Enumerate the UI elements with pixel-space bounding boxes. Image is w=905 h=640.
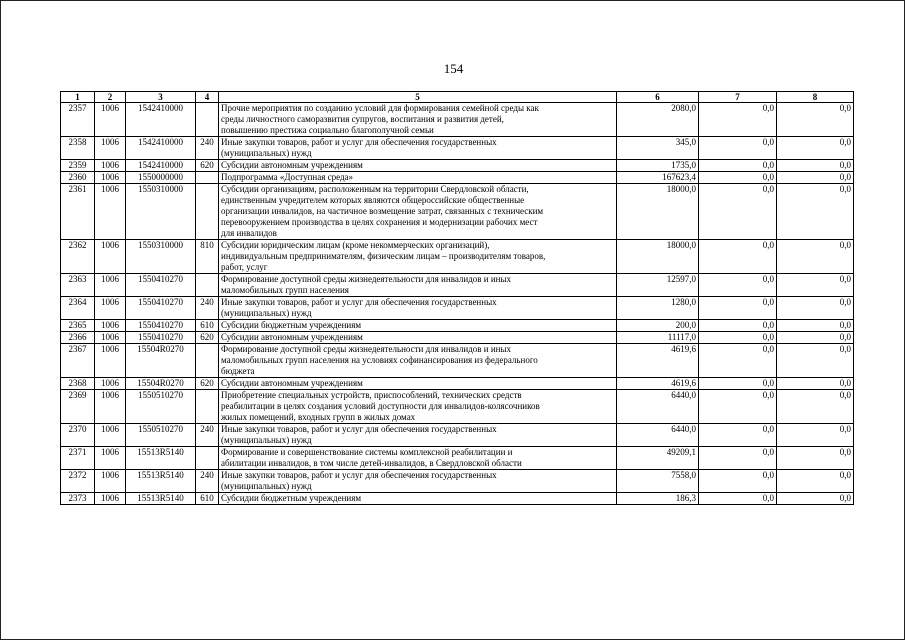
expense-type-cell: 610 — [196, 493, 219, 505]
amount-col7-cell: 0,0 — [699, 172, 777, 184]
row-number-cell: 2367 — [61, 344, 95, 378]
section-code-cell: 1006 — [95, 332, 126, 344]
table-row — [61, 240, 854, 274]
amount-col7-cell: 0,0 — [699, 160, 777, 172]
amount-col6-cell: 200,0 — [617, 320, 699, 332]
expense-type-cell — [196, 447, 219, 470]
amount-col7-cell: 0,0 — [699, 390, 777, 424]
description-cell: Формирование доступной среды жизнедеятельности для инвалидов и иных маломобильных групп населения на условиях софинансирования из федерального бюджета — [219, 344, 617, 378]
row-number-cell: 2362 — [61, 240, 95, 274]
amount-col7-cell: 0,0 — [699, 424, 777, 447]
target-code-cell: 15504R0270 — [126, 378, 196, 390]
section-code-cell: 1006 — [95, 447, 126, 470]
row-number-cell: 2359 — [61, 160, 95, 172]
amount-col6-cell: 2080,0 — [617, 103, 699, 137]
row-number-cell: 2360 — [61, 172, 95, 184]
amount-col8-cell: 0,0 — [777, 470, 854, 493]
table-row — [61, 274, 854, 297]
description-cell: Субсидии организациям, расположенным на территории Свердловской области, единственным учредителем которых являются общероссийские общественные организации инвалидов, на частичное возмещение затрат, связанных с техническим перевооружением производства в целях сохранения и модернизации рабочих мест для инвалидов — [219, 184, 617, 240]
table-row — [61, 332, 854, 344]
table-row — [61, 424, 854, 447]
table-row — [61, 344, 854, 378]
section-code-cell: 1006 — [95, 378, 126, 390]
expense-type-cell: 240 — [196, 137, 219, 160]
expense-type-cell: 620 — [196, 378, 219, 390]
description-cell: Формирование доступной среды жизнедеятельности для инвалидов и иных маломобильных групп населения — [219, 274, 617, 297]
expense-type-cell — [196, 274, 219, 297]
target-code-cell: 1542410000 — [126, 137, 196, 160]
section-code-cell: 1006 — [95, 103, 126, 137]
description-cell: Иные закупки товаров, работ и услуг для обеспечения государственных (муниципальных) нужд — [219, 137, 617, 160]
expense-type-cell — [196, 172, 219, 184]
header-col-8: 8 — [777, 92, 854, 103]
description-cell: Подпрограмма «Доступная среда» — [219, 172, 617, 184]
amount-col6-cell: 186,3 — [617, 493, 699, 505]
expense-type-cell: 240 — [196, 470, 219, 493]
target-code-cell: 1542410000 — [126, 103, 196, 137]
target-code-cell: 1550410270 — [126, 274, 196, 297]
section-code-cell: 1006 — [95, 390, 126, 424]
expense-type-cell: 620 — [196, 332, 219, 344]
amount-col8-cell: 0,0 — [777, 493, 854, 505]
budget-table — [60, 91, 854, 505]
section-code-cell: 1006 — [95, 172, 126, 184]
amount-col8-cell: 0,0 — [777, 424, 854, 447]
amount-col8-cell: 0,0 — [777, 240, 854, 274]
row-number-cell: 2361 — [61, 184, 95, 240]
amount-col6-cell: 7558,0 — [617, 470, 699, 493]
row-number-cell: 2370 — [61, 424, 95, 447]
table-row — [61, 184, 854, 240]
expense-type-cell — [196, 184, 219, 240]
amount-col8-cell: 0,0 — [777, 137, 854, 160]
amount-col8-cell: 0,0 — [777, 332, 854, 344]
target-code-cell: 15513R5140 — [126, 447, 196, 470]
expense-type-cell — [196, 390, 219, 424]
target-code-cell: 1550410270 — [126, 332, 196, 344]
section-code-cell: 1006 — [95, 297, 126, 320]
description-cell: Иные закупки товаров, работ и услуг для обеспечения государственных (муниципальных) нужд — [219, 470, 617, 493]
expense-type-cell — [196, 103, 219, 137]
row-number-cell: 2373 — [61, 493, 95, 505]
section-code-cell: 1006 — [95, 320, 126, 332]
description-cell: Субсидии автономным учреждениям — [219, 160, 617, 172]
section-code-cell: 1006 — [95, 240, 126, 274]
header-col-5: 5 — [219, 92, 617, 103]
description-cell: Субсидии автономным учреждениям — [219, 332, 617, 344]
amount-col6-cell: 18000,0 — [617, 240, 699, 274]
amount-col6-cell: 49209,1 — [617, 447, 699, 470]
table-row — [61, 390, 854, 424]
section-code-cell: 1006 — [95, 137, 126, 160]
description-cell: Субсидии автономным учреждениям — [219, 378, 617, 390]
section-code-cell: 1006 — [95, 493, 126, 505]
row-number-cell: 2372 — [61, 470, 95, 493]
description-cell: Иные закупки товаров, работ и услуг для обеспечения государственных (муниципальных) нужд — [219, 424, 617, 447]
header-col-7: 7 — [699, 92, 777, 103]
row-number-cell: 2365 — [61, 320, 95, 332]
target-code-cell: 1550000000 — [126, 172, 196, 184]
amount-col7-cell: 0,0 — [699, 320, 777, 332]
target-code-cell: 15513R5140 — [126, 493, 196, 505]
target-code-cell: 1550310000 — [126, 184, 196, 240]
row-number-cell: 2363 — [61, 274, 95, 297]
amount-col6-cell: 6440,0 — [617, 424, 699, 447]
amount-col7-cell: 0,0 — [699, 274, 777, 297]
expense-type-cell: 610 — [196, 320, 219, 332]
amount-col8-cell: 0,0 — [777, 378, 854, 390]
description-cell: Прочие мероприятия по созданию условий для формирования семейной среды как среды личностного саморазвития супругов, воспитания и развития детей, повышению престижа социально благополучной семьи — [219, 103, 617, 137]
amount-col6-cell: 4619,6 — [617, 344, 699, 378]
amount-col8-cell: 0,0 — [777, 184, 854, 240]
amount-col6-cell: 167623,4 — [617, 172, 699, 184]
amount-col6-cell: 1280,0 — [617, 297, 699, 320]
target-code-cell: 1550510270 — [126, 424, 196, 447]
description-cell: Формирование и совершенствование системы комплексной реабилитации и абилитации инвалидов, в том числе детей-инвалидов, в Свердловской области — [219, 447, 617, 470]
table-header-row — [61, 92, 854, 103]
amount-col7-cell: 0,0 — [699, 493, 777, 505]
amount-col7-cell: 0,0 — [699, 332, 777, 344]
amount-col6-cell: 18000,0 — [617, 184, 699, 240]
description-cell: Приобретение специальных устройств, приспособлений, технических средств реабилитации в целях создания условий доступности для инвалидов-колясочников жилых помещений, входных групп в жилых домах — [219, 390, 617, 424]
amount-col6-cell: 11117,0 — [617, 332, 699, 344]
description-cell: Иные закупки товаров, работ и услуг для обеспечения государственных (муниципальных) нужд — [219, 297, 617, 320]
table-row — [61, 493, 854, 505]
amount-col6-cell: 6440,0 — [617, 390, 699, 424]
target-code-cell: 1542410000 — [126, 160, 196, 172]
description-cell: Субсидии бюджетным учреждениям — [219, 493, 617, 505]
amount-col7-cell: 0,0 — [699, 103, 777, 137]
table-row — [61, 297, 854, 320]
row-number-cell: 2371 — [61, 447, 95, 470]
table-row — [61, 447, 854, 470]
section-code-cell: 1006 — [95, 470, 126, 493]
table-row — [61, 172, 854, 184]
amount-col6-cell: 12597,0 — [617, 274, 699, 297]
section-code-cell: 1006 — [95, 160, 126, 172]
row-number-cell: 2358 — [61, 137, 95, 160]
page-number: 154 — [443, 61, 464, 76]
amount-col8-cell: 0,0 — [777, 344, 854, 378]
amount-col8-cell: 0,0 — [777, 390, 854, 424]
amount-col8-cell: 0,0 — [777, 447, 854, 470]
table-row — [61, 137, 854, 160]
amount-col7-cell: 0,0 — [699, 297, 777, 320]
amount-col8-cell: 0,0 — [777, 297, 854, 320]
header-col-4: 4 — [196, 92, 219, 103]
target-code-cell: 15504R0270 — [126, 344, 196, 378]
expense-type-cell: 620 — [196, 160, 219, 172]
section-code-cell: 1006 — [95, 184, 126, 240]
amount-col6-cell: 4619,6 — [617, 378, 699, 390]
header-col-2: 2 — [95, 92, 126, 103]
amount-col7-cell: 0,0 — [699, 137, 777, 160]
amount-col8-cell: 0,0 — [777, 320, 854, 332]
amount-col8-cell: 0,0 — [777, 160, 854, 172]
section-code-cell: 1006 — [95, 424, 126, 447]
amount-col7-cell: 0,0 — [699, 184, 777, 240]
section-code-cell: 1006 — [95, 344, 126, 378]
table-row — [61, 470, 854, 493]
amount-col7-cell: 0,0 — [699, 344, 777, 378]
table-body — [61, 103, 854, 505]
amount-col7-cell: 0,0 — [699, 447, 777, 470]
table-row — [61, 103, 854, 137]
amount-col6-cell: 1735,0 — [617, 160, 699, 172]
amount-col7-cell: 0,0 — [699, 470, 777, 493]
header-col-3: 3 — [126, 92, 196, 103]
target-code-cell: 1550410270 — [126, 297, 196, 320]
amount-col7-cell: 0,0 — [699, 240, 777, 274]
row-number-cell: 2357 — [61, 103, 95, 137]
expense-type-cell: 810 — [196, 240, 219, 274]
row-number-cell: 2366 — [61, 332, 95, 344]
amount-col7-cell: 0,0 — [699, 378, 777, 390]
section-code-cell: 1006 — [95, 274, 126, 297]
expense-type-cell: 240 — [196, 424, 219, 447]
target-code-cell: 15513R5140 — [126, 470, 196, 493]
amount-col8-cell: 0,0 — [777, 274, 854, 297]
row-number-cell: 2368 — [61, 378, 95, 390]
target-code-cell: 1550310000 — [126, 240, 196, 274]
description-cell: Субсидии бюджетным учреждениям — [219, 320, 617, 332]
expense-type-cell — [196, 344, 219, 378]
table-row — [61, 378, 854, 390]
table-row — [61, 320, 854, 332]
target-code-cell: 1550410270 — [126, 320, 196, 332]
amount-col8-cell: 0,0 — [777, 103, 854, 137]
amount-col6-cell: 345,0 — [617, 137, 699, 160]
table-row — [61, 160, 854, 172]
description-cell: Субсидии юридическим лицам (кроме некоммерческих организаций), индивидуальным предпринимателям, физическим лицам – производителям товаров, работ, услуг — [219, 240, 617, 274]
amount-col8-cell: 0,0 — [777, 172, 854, 184]
target-code-cell: 1550510270 — [126, 390, 196, 424]
row-number-cell: 2364 — [61, 297, 95, 320]
row-number-cell: 2369 — [61, 390, 95, 424]
header-col-6: 6 — [617, 92, 699, 103]
header-col-1: 1 — [61, 92, 95, 103]
expense-type-cell: 240 — [196, 297, 219, 320]
